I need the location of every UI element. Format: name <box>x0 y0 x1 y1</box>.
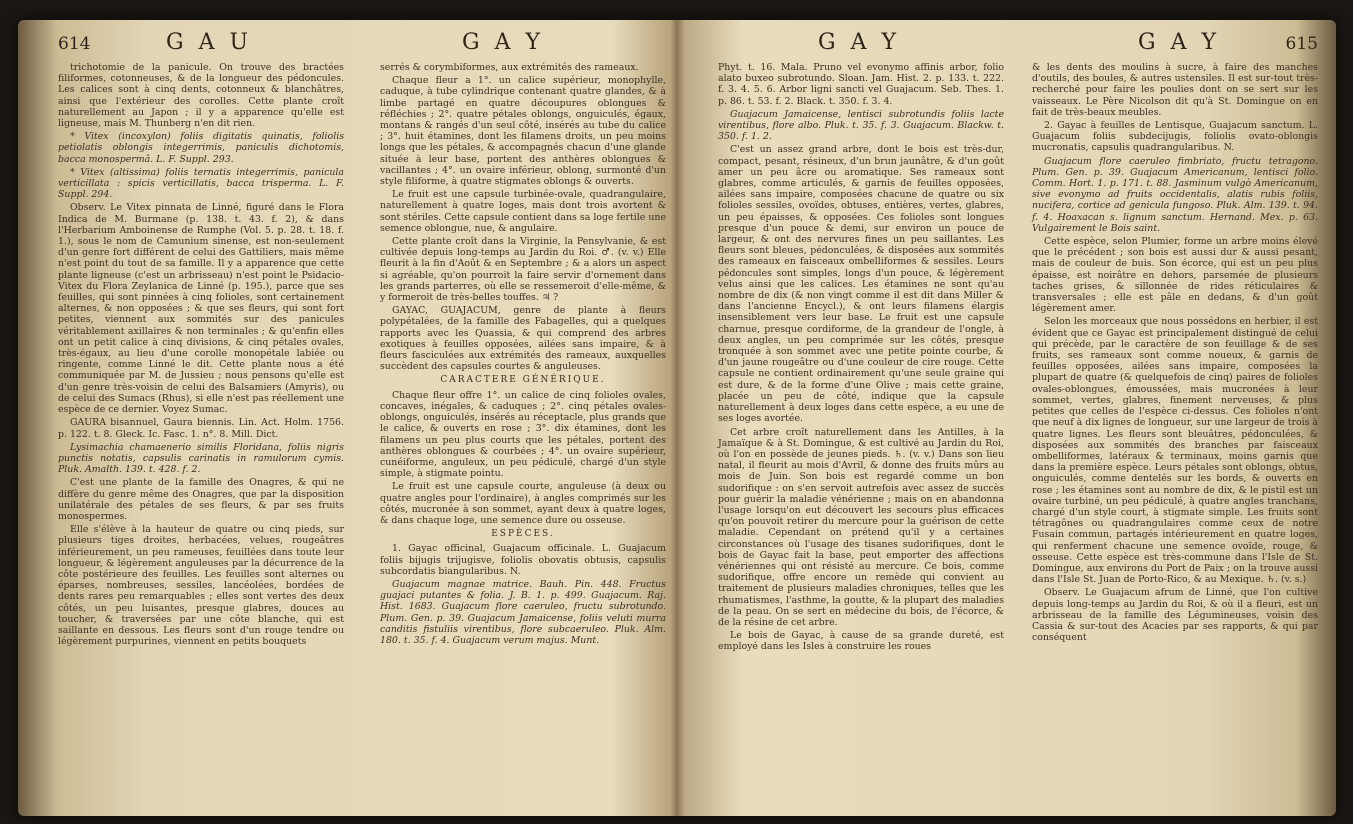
paragraph: GAYAC, GUAJACUM, genre de plante à fleurs polypétalées, de la famille des Fabagelles, qui a quelques rapports avec les Quassia, & qui comprend des arbres exotiques à feuilles opposées, ailées sans impaire, & à fleurs fasciculées aux extrémités des rameaux, auxquelles succèdent des capsules courtes & anguleuses. <box>380 305 666 373</box>
text-column <box>1032 62 1318 802</box>
paragraph: GAURA bisannuel, Gaura biennis. Lin. Act. Holm. 1756. p. 122. t. 8. Gleck. Ic. Fasc. 1. n°. 8. Mill. Dict. <box>58 417 344 440</box>
paragraph: Le fruit est une capsule courte, anguleuse (à deux ou quatre angles pour l'ordinaire), à angles comprimés sur les côtés, mucronée à son sommet, ayant deux à quatre loges, & dans chaque loge, une semence dure ou osseuse. <box>380 481 666 526</box>
paragraph: C'est une plante de la famille des Onagres, & qui ne diffère du genre même des Onagres, que par la disposition unilatérale des pétales de ses fleurs, & par ses fruits monospermes. <box>58 477 344 522</box>
paragraph: Guajacum Jamaicense, lentisci subrotundis foliis lacte virentibus, flore albo. Pluk. t. 35. f. 3. Guajacum. Blackw. t. 350. f. 1. 2. <box>718 108 1004 143</box>
text-column <box>380 62 666 802</box>
paragraph: & les dents des moulins à sucre, à faire des manches d'outils, des boules, & autres ustensiles. Il est sur-tout très-recherché pour faire les poulies dont on se sert sur les vaisseaux. Le Père Nicolson dit qu'à St. Domingue on en fait de très-beaux meubles. <box>1032 62 1318 118</box>
page-number: 614 <box>58 34 91 54</box>
paragraph: 1. Gayac officinal, Guajacum officinale. L. Guajacum foliis bijugis trijugisve, foliolis obovatis obtusis, capsulis subcordatis biangularibus. N. <box>380 543 666 577</box>
paragraph: Le fruit est une capsule turbinée-ovale, quadrangulaire, naturellement à quatre loges, mais dont trois avortent & sont stériles. Cette capsule contient dans sa loge fertile une semence oblongue, nue, & angulaire. <box>380 189 666 234</box>
paragraph: Selon les morceaux que nous possédons en herbier, il est évident que ce Gayac est principalement distingué de celui qui précède, par le caractère de son feuillage & de ses fruits, ses rameaux sont comme noueux, & garnis de feuilles opposées, ailées sans impaire, composées la plupart de quatre (& quelquefois de cinq) paires de folioles ovales-oblongues, émoussées, mais mucronées à leur sommet, vertes, glabres, finement nerveuses, & plus petites que celles de l'espèce ci-dessus. Ces folioles n'ont que neuf à dix lignes de longueur, sur une largeur de trois à quatre lignes. Les fleurs sont bleuâtres, pédonculées, & disposées aux sommités des branches par faisceaux ombelliformes, latéraux & terminaux, moins garnis que dans la première espèce. Leurs pétales sont oblongs, obtus, onguiculés, comme dentelés sur les bords, & ouverts en rose ; les étamines sont au nombre de dix, & le pistil est un ovaire turbiné, un peu pédiculé, à quatre angles tranchans, chargé d'un style court, à stigmate simple. Les fruits sont tétragônes ou quadrangulaires comme ceux de notre Fusain commun, partagés intérieurement en quatre loges, qui renferment chacune une semence ovoïde, rouge, & osseuse. Cette espèce est très-commune dans l'Isle de St. Domingue, aux environs du Port de Paix ; on la trouve aussi dans l'Isle St. Juan de Porto-Rico, & au Mexique. ♄. (v. s.) <box>1032 316 1318 586</box>
paragraph: Lysimachia chamaenerio similis Floridana, foliis nigris punctis notatis, capsulis carinatis in ramulorum cymis. Pluk. Amalth. 139. t. 428. f. 2. <box>58 441 344 476</box>
head-word: G A Y <box>1138 30 1220 55</box>
paragraph: Guajacum magnae matrice. Bauh. Pin. 448. Fructus guajaci putantes & folia. J. B. 1. p. 499. Guajacum. Raj. Hist. 1683. Guajacum flore caeruleo, fructu subrotundo. Plum. Gen. p. 39. Guajacum Jamaicense, foliis veluti murra canditis fistuliis virentibus, flore subcaeruleo. Pluk. Alm. 180. t. 35. f. 4. Guajacum verum majus. Munt. <box>380 578 666 646</box>
left-page <box>58 30 666 802</box>
paragraph: Elle s'élève à la hauteur de quatre ou cinq pieds, sur plusieurs tiges droites, herbacées, velues, rougeâtres inférieurement, un peu rameuses, feuillées dans toute leur longueur, & légèrement anguleuses par la décurrence de la côte postérieure des feuilles. Les feuilles sont alternes ou éparses, nombreuses, sessiles, lancéolées, bordées de dents rares peu remarquables ; elles sont vertes des deux côtés, un peu luisantes, presque glabres, douces au toucher, & traversées par une côte blanche, qui est saillante en dessous. Les fleurs sont d'un rouge tendre ou légèrement purpurines, viennent en petits bouquets <box>58 524 344 648</box>
paragraph: Cette plante croît dans la Virginie, la Pensylvanie, & est cultivée depuis long-temps au Jardin du Roi. ♂. (v. v.) Elle fleurit à la fin d'Août & en Septembre ; & a alors un aspect si agréable, qu'on pourroit la faire servir d'ornement dans les grands parterres, où elle se ressemeroit d'elle-même, & y formeroit de très-belles touffes. ♃ ? <box>380 236 666 304</box>
paragraph: Phyt. t. 16. Mala. Pruno vel evonymo affinis arbor, folio alato buxeo subrotundo. Sloan. Jam. Hist. 2. p. 133. t. 222. f. 3. 4. 5. 6. Arbor ligni sancti vel Guajacum. Seb. Thes. 1. p. 86. t. 53. f. 2. Black. t. 350. f. 3. 4. <box>718 62 1004 107</box>
paragraph: Observ. Le Vitex pinnata de Linné, figuré dans le Flora Indica de M. Burmane (p. 138. t. 43. f. 2), & dans l'Herbarium Amboinense de Rumphe (Vol. 5. p. 28. t. 18. f. 1.), sous le nom de Camunium sinense, est non-seulement d'un genre fort différent de celui des Gattiliers, mais même n'est point du tout de sa famille. Il y a apparence que cette plante ligneuse (c'est un arbrisseau) n'est point le Psidacio-Vitex du Flora Zeylanica de Linné (p. 195.), parce que ses feuilles, qui sont pinnées à cinq folioles, sont certainement alternes, & non opposées ; & que ses fleurs, qui sont fort petites, viennent aux sommités sur des panicules véritablement axillaires & non terminales ; & qu'enfin elles ont un petit calice à cinq divisions, & cinq pétales ovales, très-égaux, au lieu d'une corolle monopétale labiée ou ringente, comme Linné le dit. Cette plante nous a été communiquée par M. de Jussieu ; nous pensons qu'elle est d'un genre très-voisin de celui des Balsamiers (Amyris), ou de celui des Sumacs (Rhus), si elle n'est pas réellement une espèce de ce dernier. Voyez Sumac. <box>58 202 344 416</box>
paragraph: Chaque fleur a 1°. un calice supérieur, monophylle, caduque, à tube cylindrique contenant quatre glandes, & à limbe partagé en quatre découpures oblongues & réfléchies ; 2°. quatre pétales oblongs, onguiculés, égaux, montans & rangés d'un seul côté, insérés au tube du calice ; 3°. huit étamines, dont les filamens droits, un peu moins longs que les pétales, & accompagnés chacun d'une glande située à leur base, portent des anthères oblongues & vacillantes ; 4°. un ovaire inférieur, oblong, surmonté d'un style filiforme, à quatre stigmates oblongs & ouverts. <box>380 75 666 188</box>
right-page <box>718 30 1318 802</box>
text-column <box>718 62 1004 802</box>
head-word: G A U <box>166 30 252 55</box>
paragraph: * Vitex (altissima) foliis ternatis integerrimis, panicula verticillata : spicis verticillatis, bacca trisperma. L. F. Suppl. 294. <box>58 166 344 201</box>
section-title: CARACTERE GÉNÉRIQUE. <box>440 375 606 386</box>
head-word: G A Y <box>462 30 544 55</box>
text-column <box>58 62 344 802</box>
paragraph: Observ. Le Guajacum afrum de Linné, que l'on cultive depuis long-temps au Jardin du Roi, & où il a fleuri, est un arbrisseau de la famille des Légumineuses, voisin des Cassia & sur-tout des Acacies par ses rapports, & qui par conséquent <box>1032 587 1318 644</box>
page-number: 615 <box>1285 34 1318 54</box>
paragraph: Le bois de Gayac, à cause de sa grande dureté, est employé dans les Isles à construire les roues <box>718 630 1004 653</box>
paragraph: Cette espèce, selon Plumier, forme un arbre moins élevé que le précédent ; son bois est aussi dur & aussi pesant, mais de couleur de buis. Son écorce, qui est un peu plus épaisse, est noirâtre en dehors, parsemée de plusieurs taches grises, & sillonnée de rides réticulaires & transversales ; elle est pâle en dedans, & d'un goût légèrement amer. <box>1032 236 1318 315</box>
paragraph: Guajacum flore caeruleo fimbriato, fructu tetragono. Plum. Gen. p. 39. Guajacum Americanum, lentisci folio. Comm. Hort. 1. p. 171. t. 88. Jasminum vulgò Americanum, sive evonymo ad fruits occidentalis, alatis rubis foliis, nucifera, cortice ad genicula fungoso. Pluk. Alm. 139. t. 94. f. 4. Hoaxacan s. lignum sanctum. Hernand. Mex. p. 63. Vulgairement le Bois saint. <box>1032 155 1318 234</box>
running-head-left <box>58 30 666 56</box>
paragraph: trichotomie de la panicule. On trouve des bractées filiformes, cotonneuses, & de la longueur des pédoncules. Les calices sont à cinq dents, cotonneux & blanchâtres, ainsi que l'extérieur des corolles. Cette plante croît naturellement au Japon ; il y a apparence qu'elle est ligneuse, mais M. Thunberg n'en dit rien. <box>58 62 344 130</box>
head-word: G A Y <box>818 30 900 55</box>
paragraph: C'est un assez grand arbre, dont le bois est très-dur, compact, pesant, résineux, d'un brun jaunâtre, & d'un goût amer un peu âcre ou aromatique. Ses rameaux sont glabres, comme articulés, & garnis de feuilles opposées, ailées sans impaire, composées chacune de quatre ou six folioles sessiles, ovoïdes, obtuses, entières, vertes, glabres, un peu épaisses, & opposées. Ces folioles sont longues presque d'un pouce & demi, sur environ un pouce de largeur, & ont des nervures fines un peu saillantes. Les fleurs sont bleues, pédonculées, & disposées aux sommités des rameaux en faisceaux ombelliformes & sessiles. Leurs pédoncules sont simples, longs d'un pouce, & légèrement velus ainsi que les calices. Les étamines ne sont qu'au nombre de dix (& non vingt comme il est dit dans Miller & dans l'ancienne Encycl.), & ont leurs filamens élargis insensiblement vers leur base. Le fruit est une capsule charnue, presque cordiforme, de la grandeur de l'ongle, à deux angles, un peu comprimée sur les côtés, presque tronquée à son sommet avec une petite pointe courbe, & d'un jaune rougeâtre ou d'une couleur de cire rouge. Cette capsule ne contient ordinairement qu'une seule graine qui est dure, & de la forme d'une Olive ; mais cette graine, placée un peu de côté, indique que la capsule naturellement à deux loges dans cette espèce, a eu une de ses loges avortée. <box>718 144 1004 425</box>
running-head-right <box>718 30 1318 56</box>
paragraph: 2. Gayac à feuilles de Lentisque, Guajacum sanctum. L. Guajacum foliis subdecijugis, foliolis ovato-oblongis mucronatis, capsulis quadrangularibus. N. <box>1032 120 1318 154</box>
section-title: ESPÈCES. <box>491 529 555 540</box>
paragraph: Chaque fleur offre 1°. un calice de cinq folioles ovales, concaves, inégales, & caduques ; 2°. cinq pétales ovales-oblongs, onguiculés, insérés au réceptacle, plus grands que le calice, & ouverts en rose ; 3°. dix étamines, dont les filamens un peu plus courts que les pétales, portent des anthères oblongues & courbées ; 4°. un ovaire supérieur, cunéiforme, anguleux, un peu pédiculé, chargé d'un style simple, à stigmate pointu. <box>380 389 666 480</box>
paragraph: * Vitex (incoxylon) foliis digitatis quinatis, foliolis petiolatis oblongis integerrimis, paniculis dichotomis, bacca monospermâ. L. F. Suppl. 293. <box>58 131 344 165</box>
paragraph: serrés & corymbiformes, aux extrémités des rameaux. <box>380 62 639 73</box>
book-spread <box>18 20 1336 816</box>
paragraph: Cet arbre croît naturellement dans les Antilles, à la Jamaïque & à St. Domingue, & est cultivé au Jardin du Roi, où l'on en possède de jeunes pieds. ♄. (v. v.) Dans son lieu natal, il fleurit au mois d'Avril, & donne des fruits mûrs au mois de Juin. Son bois est regardé comme un bon sudorifique : on s'en servoit autrefois avec assez de succès pour guérir la maladie vénérienne ; mais on en abandonna l'usage lorsqu'on eut découvert les secours plus efficaces qu'on pouvoit retirer du mercure pour la guérison de cette maladie. Cependant on prétend qu'il y a certaines circonstances où l'usage des tisanes sudorifiques, dont le bois de Gayac fait la base, peut emporter des affections vénériennes qui ont résisté au mercure. Ce bois, comme sudorifique, offre encore un remède qui convient au traitement de plusieurs maladies chroniques, telles que les rhumatismes, l'asthme, la goutte, & la plupart des maladies de la peau. On se sert en médecine du bois, de l'écorce, & de la résine de cet arbre. <box>718 426 1004 628</box>
